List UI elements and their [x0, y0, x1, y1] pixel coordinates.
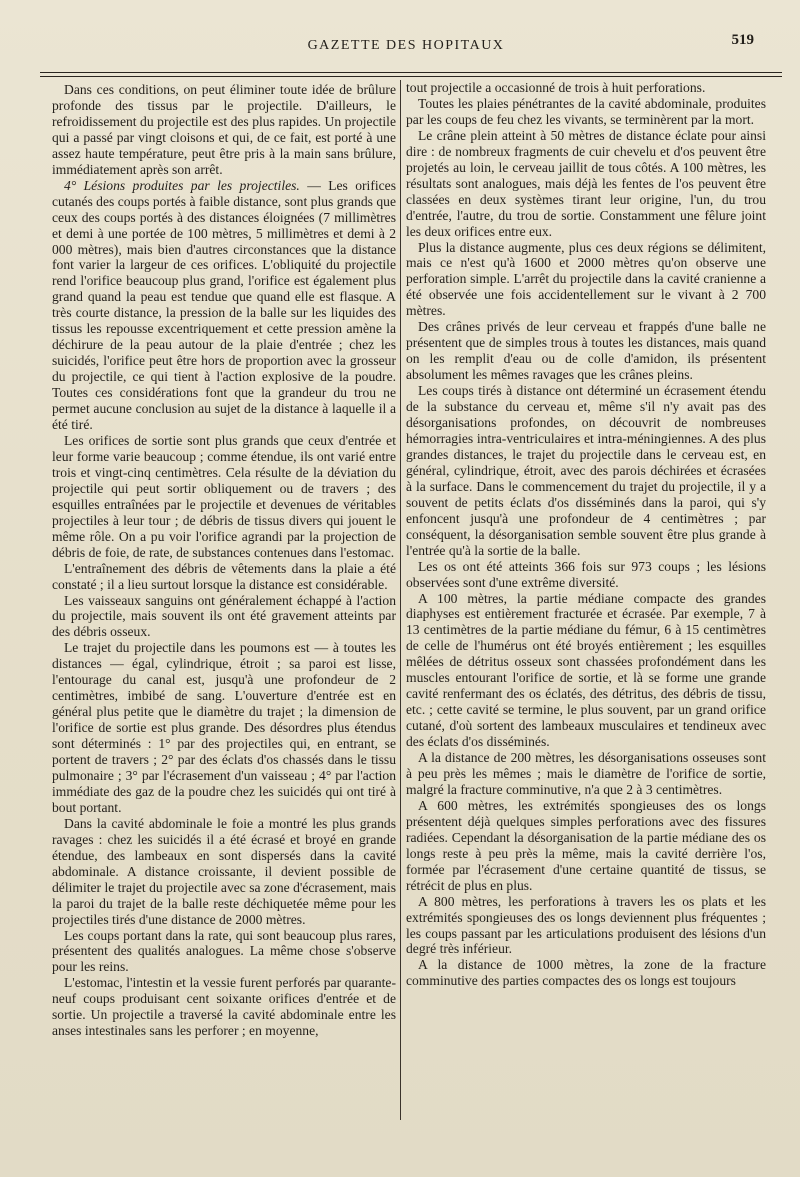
paragraph: Toutes les plaies pénétrantes de la cavité abdominale, produites par les coups de feu chez les vivants, se terminèrent par la mort. [406, 95, 766, 127]
paragraph: A 100 mètres, la partie médiane compacte des grandes diaphyses est entièrement fracturée et écrasée. Par exemple, 7 à 13 centimètres de la partie médiane du fémur, 6 à 15 centimètres de celle de l'humérus ont été broyés entièrement ; les esquilles mêlées de détritus osseux sont chassées profondément dans les muscles entourant l'orifice de sortie, et là se forme une grande cavité renfermant des os éclatés, des détritus, des débris de tissu, etc. ; cette cavité se termine, le plus souvent, par un grand orifice cutané, d'où sortent des lambeaux musculaires et tendineux avec des éclats d'os disséminés. [406, 590, 766, 750]
page-number: 519 [731, 32, 754, 48]
paragraph: L'entraînement des débris de vêtements dans la plaie a été constaté ; il a lieu surtout lorsque la distance est considérable. [52, 560, 396, 592]
paragraph: A la distance de 1000 mètres, la zone de la fracture comminutive des parties compactes des os longs est toujours [406, 957, 766, 989]
section-heading: 4° Lésions produites par les projectiles. [64, 177, 300, 193]
paragraph: Le crâne plein atteint à 50 mètres de distance éclate pour ainsi dire : de nombreux fragments de cuir chevelu et d'os peuvent être projetés au loin, le cerveau jaillit de tous côtés. A 100 mètres, les résultats sont analogues, mais déjà les fentes de l'os peuvent être classées en deux systèmes tirant leur origine, l'un, du trou d'entrée, l'autre, du trou de sortie. Constamment une fêlure joint les deux orifices entre eux. [406, 127, 766, 239]
paragraph: tout projectile a occasionné de trois à huit perforations. [406, 80, 706, 95]
paragraph: Les orifices de sortie sont plus grands que ceux d'entrée et leur forme varie beaucoup ; comme étendue, ils ont varié entre trois et vingt-cinq centimètres. Cela résulte de la déviation du projectile qui peut sortir obliquement ou de travers ; des esquilles entraînées par le projectile et devenues de véritables projectiles à leur tour ; de débris de tissus divers qui jouent le même rôle. On a pu voir l'orifice agrandi par la projection de débris de foie, de rate, de substances contenues dans l'estomac. [52, 432, 396, 560]
paragraph: Les os ont été atteints 366 fois sur 973 coups ; les lésions observées sont d'une extrême diversité. [406, 558, 766, 590]
paragraph: A la distance de 200 mètres, les désorganisations osseuses sont à peu près les mêmes ; mais le diamètre de l'orifice de sortie, malgré la fracture comminutive, n'a que 2 à 3 centimètres. [406, 750, 766, 797]
paragraph-text: — Les orifices cutanés des coups portés à faible distance, sont plus grands que ceux des coups portés à des distances éloignées (7 millimètres et demi à une portée de 100 mètres, 5 millimètres et demi à 2 000 mètres), mais bien d'autres circonstances que la distance font varier la largeur de ces orifices. L'obliquité du projectile rend l'orifice beaucoup plus grand, l'orifice est également plus grand quand la peau est tendue que quand elle est flasque. A très courte distance, la pression de la balle sur les liquides des tissus les repousse excentriquement et cette pression amène la déchirure de la peau autour de la plaie d'entrée ; chez les suicidés, l'orifice peut être hors de proportion avec la grosseur du projectile, ce qui tient à l'action explosive de la poudre. Toutes ces considérations font que la grandeur du trou ne permet aucune conclusion au sujet de la distance à laquelle il a été tiré. [52, 177, 396, 433]
right-column [406, 80, 766, 989]
paragraph: Plus la distance augmente, plus ces deux régions se délimitent, mais ce n'est qu'à 1600 et 2000 mètres qu'on observe une perforation simple. L'arrêt du projectile dans la cavité cranienne a été observée une fois accidentellement sur le vivant à 2 700 mètres. [406, 239, 766, 319]
paragraph: Les vaisseaux sanguins ont généralement échappé à l'action du projectile, mais souvent ils ont été gravement atteints par des débris osseux. [52, 592, 396, 640]
column-divider [400, 80, 401, 1120]
paragraph: Les coups tirés à distance ont déterminé un écrasement étendu de la substance du cerveau et, même s'il n'y avait pas des désorganisations profondes, on découvrit de nombreuses hémorragies intra-ventriculaires et intra-méningiennes. A des plus grandes distances, le trajet du projectile dans le cerveau est, en général, cylindrique, étroit, avec des parois déchirées et écrasées à la surface. Dans le commencement du trajet du projectile, il y a souvent de petits éclats d'os disséminés dans la paroi, qui s'y enfoncent jusqu'à une profondeur de 4 centimètres ; par conséquent, la désorganisation semble souvent être plus grande à l'entrée qu'à la sortie de la balle. [406, 383, 766, 558]
paragraph: Les coups portant dans la rate, qui sont beaucoup plus rares, présentent des qualités analogues. La même chose s'observe pour les reins. [52, 927, 396, 975]
paragraph: A 800 mètres, les perforations à travers les os plats et les extrémités spongieuses des os longs deviennent plus fréquentes ; les coups passant par les articulations produisent des lésions d'un degré très inférieur. [406, 893, 766, 957]
paragraph: Dans ces conditions, on peut éliminer toute idée de brûlure profonde des tissus par le projectile. D'ailleurs, le refroidissement du projectile est des plus rapides. Un projectile qui a passé par vingt cloisons et qui, de ce fait, est porté à une assez haute température, peut être pris à la main sans brûlure, immédiatement après son arrêt. [52, 82, 396, 177]
left-column [52, 82, 396, 1039]
paragraph: L'estomac, l'intestin et la vessie furent perforés par quarante-neuf coups produisant cent soixante orifices d'entrée et de sortie. Un projectile a traversé la cavité abdominale entre les anses intestinales sans les perforer ; en moyenne, [52, 975, 396, 1039]
paragraph: A 600 mètres, les extrémités spongieuses des os longs présentent déjà quelques simples perforations avec des fissures radiées. Cependant la désorganisation de la partie médiane des os longs reste à peu près la même, mais la cavité derrière l'os, formée par l'écrasement d'une certaine quantité de tissus, se rétrécit de plus en plus. [406, 797, 766, 893]
header-rule [40, 72, 782, 73]
paragraph: Le trajet du projectile dans les poumons est — à toutes les distances — égal, cylindrique, étroit ; sa paroi est lisse, l'entourage du canal est, jusqu'à une profondeur de 2 centimètres, imbibé de sang. L'ouverture d'entrée est en général plus petite que le diamètre du trajet ; la dimension de l'orifice de sortie est plus grande. Des désordres plus étendus sont déterminés : 1° par des projectiles qui, en entrant, se portent de travers ; 2° par des éclats d'os chassés dans le tissu pulmonaire ; 3° par l'écrasement d'un vaisseau ; 4° par l'action immédiate des gaz de la poudre chez les suicidés qui ont tiré à bout portant. [52, 640, 396, 815]
header-rule-thin [40, 76, 782, 77]
paragraph: Des crânes privés de leur cerveau et frappés d'une balle ne présentent que de simples trous à toutes les distances, mais quand on les remplit d'eau ou de colle d'amidon, ils présentent absolument les mêmes ravages que les crânes pleins. [406, 319, 766, 383]
paragraph [52, 178, 396, 433]
running-title: GAZETTE DES HOPITAUX [307, 38, 505, 53]
paragraph: Dans la cavité abdominale le foie a montré les plus grands ravages : chez les suicidés il a été écrasé et broyé en grande étendue, des lambeaux en sont dispersés dans la cavité abdominale. A distance croissante, il devient possible de délimiter le trajet du projectile avec sa zone d'écrasement, mais la paroi du trajet de la balle reste déchiquetée même pour les projectiles tirés d'une distance de 2000 mètres. [52, 815, 396, 927]
page-header [40, 32, 772, 58]
